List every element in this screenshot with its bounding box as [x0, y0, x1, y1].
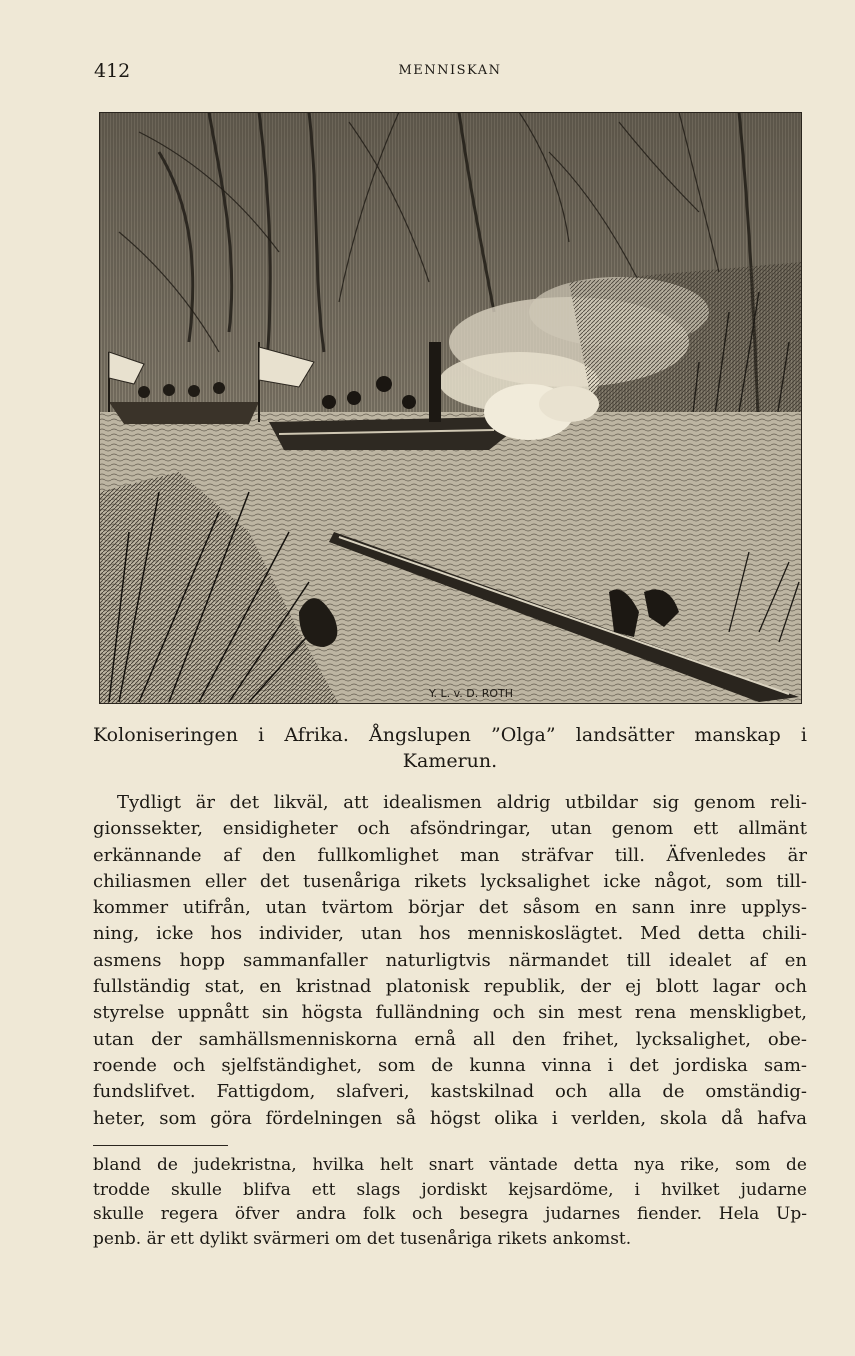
footnote-line: skulle regera öfver andra folk och besegra judarnes fiender. Hela Up-: [93, 1204, 807, 1224]
body-text: [93, 790, 807, 1132]
text-line: roende och sjelfständighet, som de kunna vinna i det jordiska sam-: [93, 1054, 807, 1076]
footnote-line: penb. är ett dylikt svärmeri om det tusenåriga rikets ankomst.: [93, 1228, 632, 1249]
text-line: fullständig stat, en kristnad platonisk republik, der ej blott lagar och: [93, 976, 807, 998]
figure-caption: [93, 722, 807, 774]
text-line: erkännande af den fullkomlighet man sträfvar till. Äfvenledes är: [93, 844, 807, 866]
text-line: chiliasmen eller det tusenåriga rikets lycksalighet icke något, som till-: [93, 870, 807, 892]
engraving-illustration: [99, 112, 802, 704]
page-number: 412: [94, 60, 131, 82]
footnote-line: trodde skulle blifva ett slags jordiskt kejsardöme, i hvilket judarne: [93, 1179, 807, 1200]
caption-line: Koloniseringen i Afrika. Ångslupen ”Olga” landsätter manskap i: [93, 724, 807, 746]
text-line: gionssekter, ensidigheter och afsöndringar, utan genom ett allmänt: [93, 818, 807, 840]
text-line: asmens hopp sammanfaller naturligtvis närmandet till idealet af en: [93, 949, 807, 971]
caption-line: Kamerun.: [402, 750, 498, 772]
page-header: [94, 60, 806, 90]
text-line: utan der samhällsmenniskorna ernå all den frihet, lycksalighet, obe-: [93, 1028, 807, 1050]
footnote-line: bland de judekristna, hvilka helt snart väntade detta nya rike, som de: [93, 1155, 807, 1175]
footnote-rule: [93, 1145, 228, 1146]
text-line: kommer utifrån, utan tvärtom börjar det såsom en sann inre upplys-: [93, 897, 807, 919]
text-line: styrelse uppnått sin högsta fulländning och sin mest rena menskligbet,: [93, 1002, 807, 1024]
text-line: Tydligt är det likväl, att idealismen aldrig utbildar sig genom reli-: [117, 792, 807, 813]
engraver-signature: Y. L. v. D. ROTH: [429, 687, 514, 700]
text-line: fundslifvet. Fattigdom, slafveri, kastskilnad och alla de omständig-: [93, 1081, 807, 1103]
text-line: ning, icke hos individer, utan hos menniskoslägtet. Med detta chili-: [93, 923, 807, 945]
text-line: heter, som göra fördelningen så högst olika i verlden, skola då hafva: [93, 1107, 807, 1129]
footnote: [93, 1153, 807, 1251]
running-title: MENNISKAN: [398, 63, 502, 78]
